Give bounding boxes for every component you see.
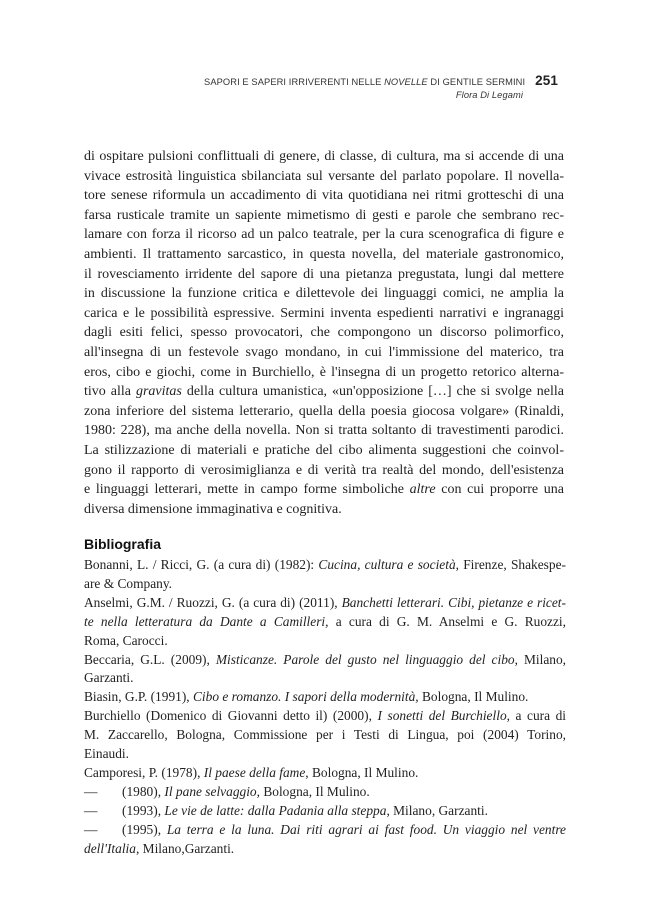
body-line: e linguaggi letterari, mette in campo forme simboliche altre con cui proporre una <box>84 482 564 498</box>
bibliography-entry: Beccaria, G.L. (2009), Misticanze. Parole del gusto nel linguaggio del cibo, Milano, Garzanti. <box>84 651 567 686</box>
bibliography-entry: Bonanni, L. / Ricci, G. (a cura di) (1982): Cucina, cultura e società, Firenze, Shakespe- are & Company. <box>84 557 566 591</box>
author-name: Flora Di Legami <box>455 90 523 100</box>
body-line: gono il rapporto di verosimiglianza e di verità tra realtà del mondo, dell'esistenza <box>84 462 564 478</box>
bibliography-entry: Burchiello (Domenico di Giovanni detto il) (2000), I sonetti del Burchiello, a cura di M. Zaccarello, Bologna, Commissione per i Testi di Lingua, poi (2004) Torino, Einaudi. <box>84 708 566 762</box>
running-header <box>204 73 558 100</box>
body-line: ambienti. Il trattamento sarcastico, in questa novella, del materiale gastronomico, <box>84 246 564 262</box>
body-line: all'insegna di un festevole svago mondano, in cui l'immissione del materico, tra <box>84 344 564 360</box>
body-line: di ospitare pulsioni conflittuali di genere, di classe, di cultura, ma si accende di una <box>84 149 564 164</box>
repeat-author-dash: — <box>84 783 98 799</box>
body-line: zona inferiore del sistema letterario, quella della poesia giocosa volgare» (Rinaldi, <box>84 403 564 419</box>
body-line: dagli esiti felici, spesso provocatori, che compongono un discorso polimorfico, <box>84 325 564 341</box>
bibliography-entry: Biasin, G.P. (1991), Cibo e romanzo. I sapori della modernità, Bologna, Il Mulino. <box>84 689 529 705</box>
body-line: tivo alla gravitas della cultura umanistica, «un'opposizione […] che si svolge nella <box>84 384 564 400</box>
body-line: in discussione la funzione critica e dilettevole dei linguaggi comici, ne amplia la <box>84 286 564 302</box>
body-line: 1980: 228), ma anche della novella. Non si tratta soltanto di travestimenti parodici. <box>84 423 564 439</box>
bibliography-entry: — (1995), La terra e la luna. Dai riti agrari ai fast food. Un viaggio nel ventre dell'Italia, Milano,Garzanti. <box>84 821 566 856</box>
running-title: SAPORI E SAPERI IRRIVERENTI NELLE NOVELLE DI GENTILE SERMINI <box>204 77 526 87</box>
body-line: il rovesciamento irridente del sapore di una pietanza pregustata, lungi dal mettere <box>84 266 564 282</box>
bibliography-list <box>84 556 566 859</box>
body-line: La stilizzazione di materiali e pratiche del cibo alimenta suggestioni che coinvol- <box>84 442 564 458</box>
body-line: carica e le possibilità espressive. Sermini inventa espedienti narrativi e ingranaggi <box>84 305 564 321</box>
bibliography-heading: Bibliografia <box>84 536 162 552</box>
body-line: tore senese riformula un accadimento di vita quotidiana nei ritmi grotteschi di una <box>84 188 564 204</box>
page-number: 251 <box>535 73 558 88</box>
bibliography-entry: Camporesi, P. (1978), Il paese della fame, Bologna, Il Mulino. <box>84 764 419 780</box>
repeat-author-dash: — <box>84 821 98 837</box>
body-line: farsa rusticale tramite un sapiente mimetismo di gesti e parole che sembrano rec- <box>84 207 564 223</box>
body-paragraph <box>84 147 564 519</box>
bibliography-entry: Anselmi, G.M. / Ruozzi, G. (a cura di) (2011), Banchetti letterari. Cibi, pietanze e ricet- te nella letteratura da Dante a Camilleri, a cura di G. M. Anselmi e G. Ruozzi, Roma, Carocci. <box>84 594 566 648</box>
body-line: lamare con forza il ricorso ad un palco teatrale, per la cura scenografica di figure e <box>84 227 564 243</box>
body-line: diversa dimensione immaginativa e cognitiva. <box>84 501 342 517</box>
body-line: eros, cibo e giochi, come in Burchiello, è l'insegna di un progetto retorico alterna- <box>84 364 564 380</box>
bibliography-entry: — (1980), Il pane selvaggio, Bologna, Il Mulino. <box>84 783 566 802</box>
body-line: vivace estrosità linguistica sbilanciata sul versante del parlato popolare. Il novella- <box>84 168 564 184</box>
bibliography-entry: — (1993), Le vie de latte: dalla Padania alla steppa, Milano, Garzanti. <box>84 802 566 821</box>
repeat-author-dash: — <box>84 802 98 818</box>
